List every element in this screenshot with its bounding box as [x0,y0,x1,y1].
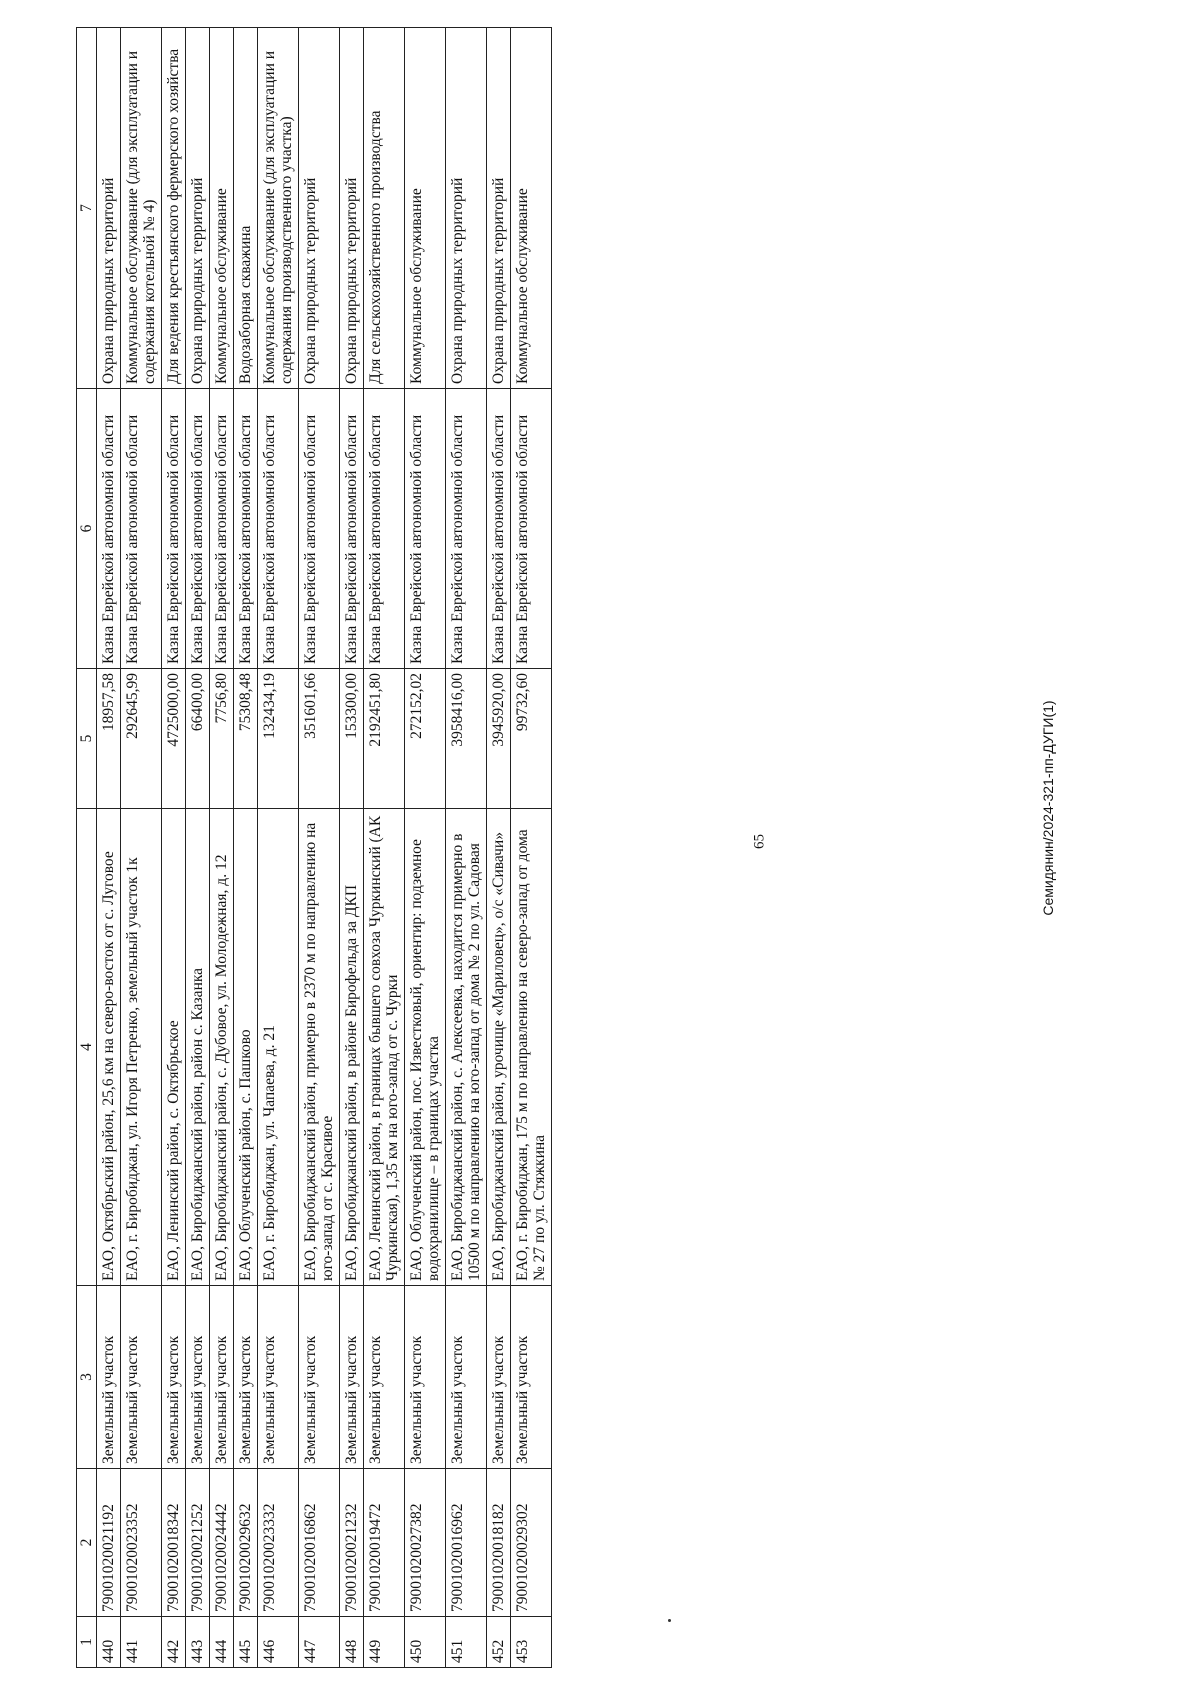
row-number-cell: 442 [162,1617,186,1668]
cadastral-number-cell: 79001020021232 [340,1469,364,1617]
object-type-cell: Земельный участок [364,1286,405,1469]
object-type-cell: Земельный участок [97,1286,121,1469]
table-row [234,28,258,1668]
cadastral-number-cell: 79001020021192 [97,1469,121,1617]
object-type-cell: Земельный участок [162,1286,186,1469]
table-row [186,28,210,1668]
owner-cell: Казна Еврейской автономной области [97,389,121,669]
address-cell: ЕАО, Облученский район, пос. Известковый, ориентир: подземное водохранилище – в границах участка [405,809,446,1286]
column-header: 2 [77,1469,97,1617]
cadastral-value-cell: 66400,00 [186,669,210,809]
owner-cell: Казна Еврейской автономной области [299,389,340,669]
cadastral-value-cell: 75308,48 [234,669,258,809]
owner-cell: Казна Еврейской автономной области [186,389,210,669]
cadastral-value-cell: 292645,99 [121,669,162,809]
table-row [364,28,405,1668]
table-row [210,28,234,1668]
header-row [77,28,97,1668]
cadastral-number-cell: 79001020021252 [186,1469,210,1617]
owner-cell: Казна Еврейской автономной области [405,389,446,669]
row-number-cell: 451 [446,1617,487,1668]
document-code: Семидянин/2024-321-пп-ДУГИ(1) [1040,700,1056,916]
permitted-use-cell: Охрана природных территорий [340,28,364,389]
address-cell: ЕАО, Октябрьский район, 25,6 км на северо-восток от с. Луговое [97,809,121,1286]
address-cell: ЕАО, Биробиджанский район, с. Алексеевка, находится примерно в 10500 м по направлению на юго-запад от дома № 2 по ул. Садовая [446,809,487,1286]
object-type-cell: Земельный участок [121,1286,162,1469]
address-cell: ЕАО, Биробиджанский район, примерно в 2370 м по направлению на юго-запад от с. Красивое [299,809,340,1286]
object-type-cell: Земельный участок [405,1286,446,1469]
row-number-cell: 441 [121,1617,162,1668]
table-row [97,28,121,1668]
row-number-cell: 443 [186,1617,210,1668]
address-cell: ЕАО, г. Биробиджан, ул. Игоря Петренко, земельный участок 1к [121,809,162,1286]
column-header: 6 [77,389,97,669]
permitted-use-cell: Коммунальное обслуживание (для эксплуатации и содержания производственного участка) [258,28,299,389]
cadastral-number-cell: 79001020029302 [511,1469,552,1617]
table-row [258,28,299,1668]
cadastral-value-cell: 272152,02 [405,669,446,809]
object-type-cell: Земельный участок [446,1286,487,1469]
cadastral-value-cell: 351601,66 [299,669,340,809]
permitted-use-cell: Коммунальное обслуживание [405,28,446,389]
cadastral-number-cell: 79001020016862 [299,1469,340,1617]
row-number-cell: 445 [234,1617,258,1668]
column-header: 3 [77,1286,97,1469]
cadastral-value-cell: 3945920,00 [487,669,511,809]
object-type-cell: Земельный участок [258,1286,299,1469]
table-row [121,28,162,1668]
table-row [511,28,552,1668]
permitted-use-cell: Охрана природных территорий [186,28,210,389]
property-table [76,27,552,1668]
object-type-cell: Земельный участок [234,1286,258,1469]
column-header: 1 [77,1617,97,1668]
permitted-use-cell: Охрана природных территорий [97,28,121,389]
address-cell: ЕАО, г. Биробиджан, 175 м по направлению на северо-запад от дома № 27 по ул. Стяжкина [511,809,552,1286]
table-row [405,28,446,1668]
object-type-cell: Земельный участок [340,1286,364,1469]
owner-cell: Казна Еврейской автономной области [364,389,405,669]
cadastral-number-cell: 79001020029632 [234,1469,258,1617]
row-number-cell: 448 [340,1617,364,1668]
cadastral-number-cell: 79001020024442 [210,1469,234,1617]
owner-cell: Казна Еврейской автономной области [487,389,511,669]
row-number-cell: 449 [364,1617,405,1668]
cadastral-number-cell: 79001020018342 [162,1469,186,1617]
cadastral-value-cell: 18957,58 [97,669,121,809]
row-number-cell: 452 [487,1617,511,1668]
owner-cell: Казна Еврейской автономной области [446,389,487,669]
table-row [487,28,511,1668]
scan-dot [668,1619,671,1622]
object-type-cell: Земельный участок [511,1286,552,1469]
address-cell: ЕАО, Биробиджанский район, урочище «Мариловец», о/с «Сивачи» [487,809,511,1286]
address-cell: ЕАО, Ленинский район, с. Октябрьское [162,809,186,1286]
table-row [446,28,487,1668]
address-cell: ЕАО, Ленинский район, в границах бывшего совхоза Чуркинский (АК Чуркинская), 1,35 км на юго-запад от с. Чурки [364,809,405,1286]
column-header: 5 [77,669,97,809]
cadastral-value-cell: 2192451,80 [364,669,405,809]
object-type-cell: Земельный участок [210,1286,234,1469]
permitted-use-cell: Охрана природных территорий [487,28,511,389]
row-number-cell: 444 [210,1617,234,1668]
owner-cell: Казна Еврейской автономной области [121,389,162,669]
owner-cell: Казна Еврейской автономной области [210,389,234,669]
object-type-cell: Земельный участок [299,1286,340,1469]
owner-cell: Казна Еврейской автономной области [234,389,258,669]
permitted-use-cell: Коммунальное обслуживание [511,28,552,389]
cadastral-value-cell: 7756,80 [210,669,234,809]
permitted-use-cell: Охрана природных территорий [446,28,487,389]
address-cell: ЕАО, Биробиджанский район, район с. Казанка [186,809,210,1286]
row-number-cell: 447 [299,1617,340,1668]
cadastral-number-cell: 79001020016962 [446,1469,487,1617]
permitted-use-cell: Для ведения крестьянского фермерского хозяйства [162,28,186,389]
cadastral-number-cell: 79001020027382 [405,1469,446,1617]
cadastral-number-cell: 79001020023352 [121,1469,162,1617]
cadastral-value-cell: 153300,00 [340,669,364,809]
owner-cell: Казна Еврейской автономной области [162,389,186,669]
cadastral-number-cell: 79001020018182 [487,1469,511,1617]
permitted-use-cell: Коммунальное обслуживание (для эксплуатации и содержания котельной № 4) [121,28,162,389]
page-number: 65 [751,834,768,849]
address-cell: ЕАО, г. Биробиджан, ул. Чапаева, д. 21 [258,809,299,1286]
row-number-cell: 450 [405,1617,446,1668]
owner-cell: Казна Еврейской автономной области [511,389,552,669]
cadastral-number-cell: 79001020019472 [364,1469,405,1617]
table-row [162,28,186,1668]
address-cell: ЕАО, Биробиджанский район, в районе Бирофельда за ДКП [340,809,364,1286]
owner-cell: Казна Еврейской автономной области [258,389,299,669]
column-header: 4 [77,809,97,1286]
permitted-use-cell: Для сельскохозяйственного производства [364,28,405,389]
table-row [340,28,364,1668]
table-row [299,28,340,1668]
permitted-use-cell: Коммунальное обслуживание [210,28,234,389]
row-number-cell: 446 [258,1617,299,1668]
object-type-cell: Земельный участок [186,1286,210,1469]
row-number-cell: 453 [511,1617,552,1668]
row-number-cell: 440 [97,1617,121,1668]
permitted-use-cell: Водозаборная скважина [234,28,258,389]
column-header: 7 [77,28,97,389]
table-rotator [76,28,1180,1668]
address-cell: ЕАО, Биробиджанский район, с. Дубовое, ул. Молодежная, д. 12 [210,809,234,1286]
cadastral-value-cell: 4725000,00 [162,669,186,809]
table-body [97,28,552,1668]
cadastral-value-cell: 99732,60 [511,669,552,809]
cadastral-value-cell: 3958416,00 [446,669,487,809]
object-type-cell: Земельный участок [487,1286,511,1469]
cadastral-value-cell: 132434,19 [258,669,299,809]
address-cell: ЕАО, Облученский район, с. Пашково [234,809,258,1286]
owner-cell: Казна Еврейской автономной области [340,389,364,669]
cadastral-number-cell: 79001020023332 [258,1469,299,1617]
permitted-use-cell: Охрана природных территорий [299,28,340,389]
